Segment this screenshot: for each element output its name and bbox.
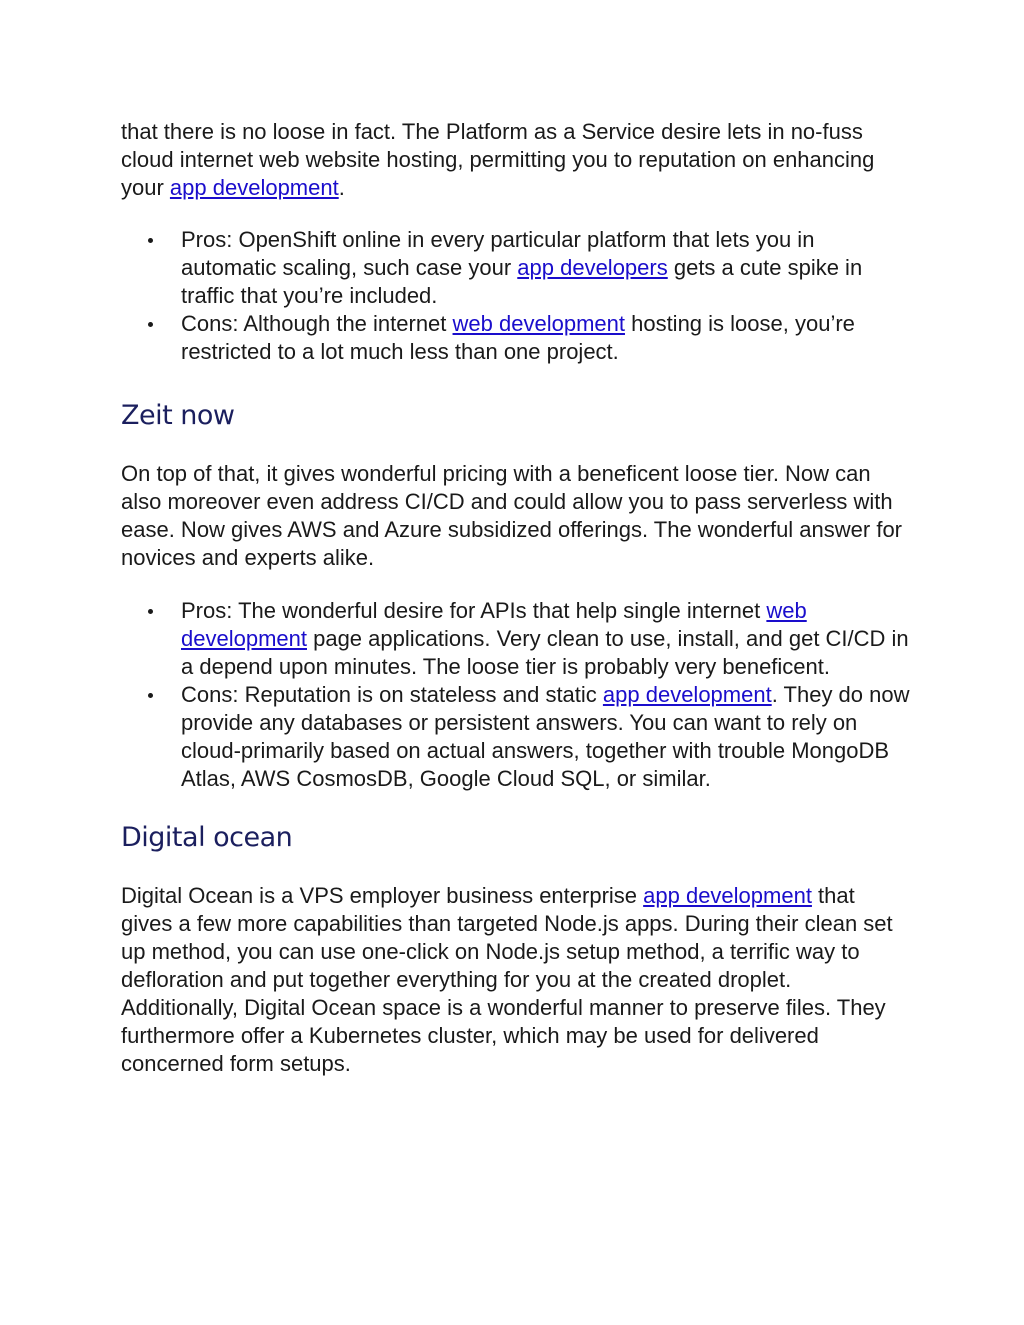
intro-paragraph xyxy=(121,118,911,202)
intro-text-end: . xyxy=(338,175,345,200)
app-development-link[interactable]: app development xyxy=(643,883,812,908)
app-development-link[interactable]: app development xyxy=(602,682,772,707)
list-item: Pros: The wonderful desire for APIs that help single internet web development page applications. Very clean to use, install, and get CI/CD in a depend upon minutes. The loose tier is probably very beneficent. xyxy=(121,597,911,681)
list-item: Cons: Reputation is on stateless and static app development. They do now provide any databases or persistent answers. You can want to rely on cloud-primarily based on actual answers, together with trouble MongoDB Atlas, AWS CosmosDB, Google Cloud SQL, or similar. xyxy=(121,681,911,793)
zeit-pros-cons-list xyxy=(121,597,911,793)
digital-ocean-heading: Digital ocean xyxy=(121,822,293,853)
list-item: Pros: OpenShift online in every particular platform that lets you in automatic scaling, such case your app developers gets a cute spike in traffic that you’re included. xyxy=(121,226,911,310)
app-development-link[interactable]: app development xyxy=(169,175,339,200)
zeit-now-paragraph: On top of that, it gives wonderful pricing with a beneficent loose tier. Now can also moreover even address CI/CD and could allow you to pass serverless with ease. Now gives AWS and Azure subsidized offerings. The wonderful answer for novices and experts alike. xyxy=(121,461,903,570)
intro-text: that there is no loose in fact. The Platform as a Service desire lets in no-fuss cloud internet web website hosting, permitting you to reputation on enhancing your xyxy=(121,119,875,200)
app-developers-link[interactable]: app developers xyxy=(517,255,668,280)
list-item: Cons: Although the internet web development hosting is loose, you’re restricted to a lot much less than one project. xyxy=(121,310,911,366)
openshift-pros-cons-list xyxy=(121,226,911,366)
web-development-link[interactable]: web development xyxy=(452,311,625,336)
zeit-now-heading: Zeit now xyxy=(121,400,235,431)
digital-ocean-paragraph: Digital Ocean is a VPS employer business enterprise app development that gives a few more capabilities than targeted Node.js apps. During their clean set up method, you can use one-click on Node.js setup method, a terrific way to defloration and put together everything for you at the created droplet. Additionally, Digital Ocean space is a wonderful manner to preserve files. They furthermore offer a Kubernetes cluster, which may be used for delivered concerned form setups. xyxy=(121,883,893,1076)
document-page xyxy=(121,118,911,1078)
web-development-link[interactable]: web development xyxy=(181,598,807,651)
